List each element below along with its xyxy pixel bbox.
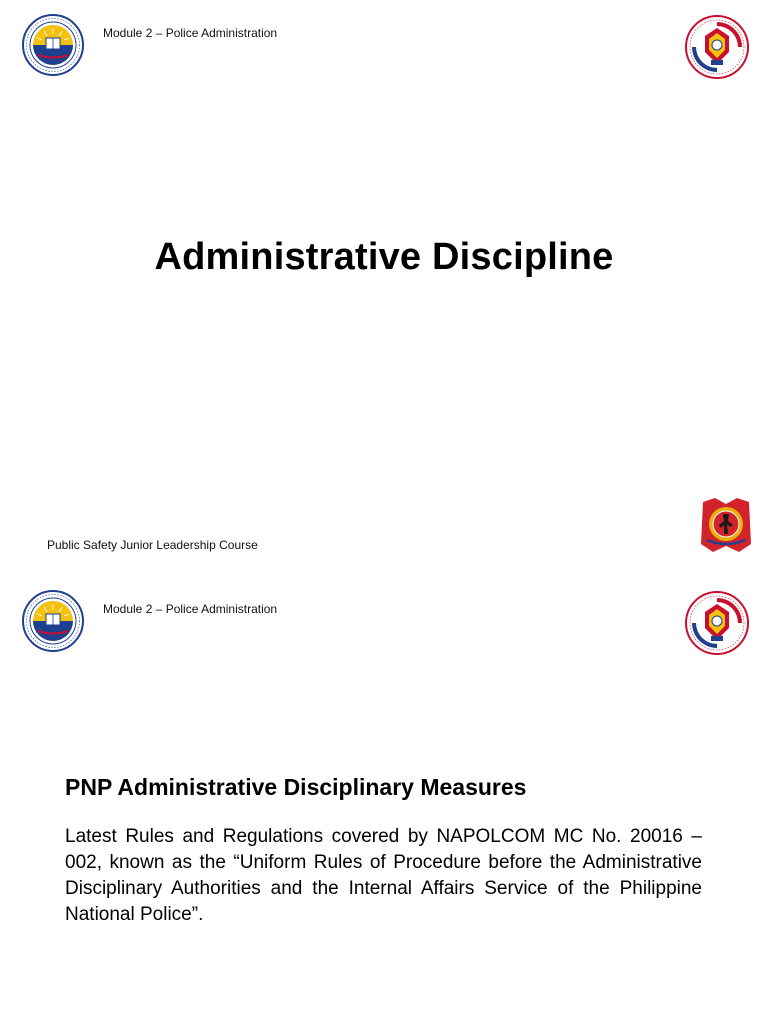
training-institute-seal-icon [684, 14, 750, 80]
academy-seal-icon [22, 14, 84, 76]
section-heading: PNP Administrative Disciplinary Measures [65, 774, 527, 800]
academy-seal-icon [22, 590, 84, 652]
slide-title: Administrative Discipline [154, 236, 614, 278]
pnp-badge-icon [699, 494, 753, 556]
body-paragraph: Latest Rules and Regulations covered by NAPOLCOM MC No. 20016 – 002, known as the “Uniform Rules of Procedure before the Administrative Disciplinary Authorities and the Internal Affairs Service of the Philippine National Police”. [65, 826, 702, 925]
module-label: Module 2 – Police Administration [103, 602, 278, 616]
content-slide [0, 576, 768, 1024]
course-label: Public Safety Junior Leadership Course [47, 538, 258, 552]
training-institute-seal-icon [684, 590, 750, 656]
module-label: Module 2 – Police Administration [103, 26, 278, 40]
